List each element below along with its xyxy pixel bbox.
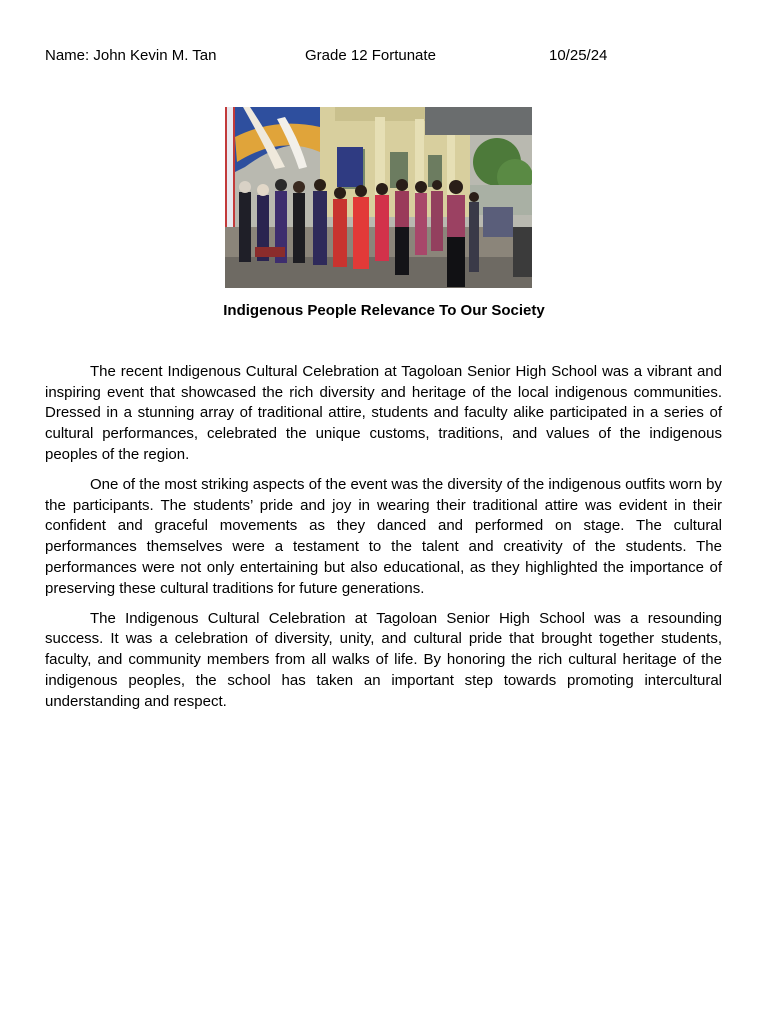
document-date: 10/25/24	[549, 47, 608, 64]
event-photo	[225, 107, 532, 288]
document-title: Indigenous People Relevance To Our Society	[223, 302, 545, 319]
essay-body	[45, 362, 722, 722]
grade-section: Grade 12 Fortunate	[305, 47, 436, 64]
paragraph-3: The Indigenous Cultural Celebration at Tagoloan Senior High School was a resounding success. It was a celebration of diversity, unity, and cultural pride that brought together students, faculty, and community members from all walks of life. By honoring the rich cultural heritage of the indigenous peoples, the school has taken an important step towards promoting intercultural understanding and respect.	[45, 609, 722, 710]
paragraph-1: The recent Indigenous Cultural Celebration at Tagoloan Senior High School was a vibrant and inspiring event that showcased the rich diversity and heritage of the local indigenous communities. Dressed in a stunning array of traditional attire, students and faculty alike participated in a series of cultural performances, celebrated the unique customs, traditions, and values of the indigenous peoples of the region.	[45, 363, 722, 463]
paragraph-2: One of the most striking aspects of the event was the diversity of the indigenous outfits worn by the participants. The students’ pride and joy in wearing their traditional attire was evident in their confident and graceful movements as they danced and performed on stage. The cultural performances themselves were a testament to the talent and creativity of the students. The performances were not only entertaining but also educational, as they highlighted the importance of preserving these cultural traditions for future generations.	[45, 476, 722, 597]
student-name: Name: John Kevin M. Tan	[45, 47, 217, 64]
document-header	[0, 47, 768, 67]
